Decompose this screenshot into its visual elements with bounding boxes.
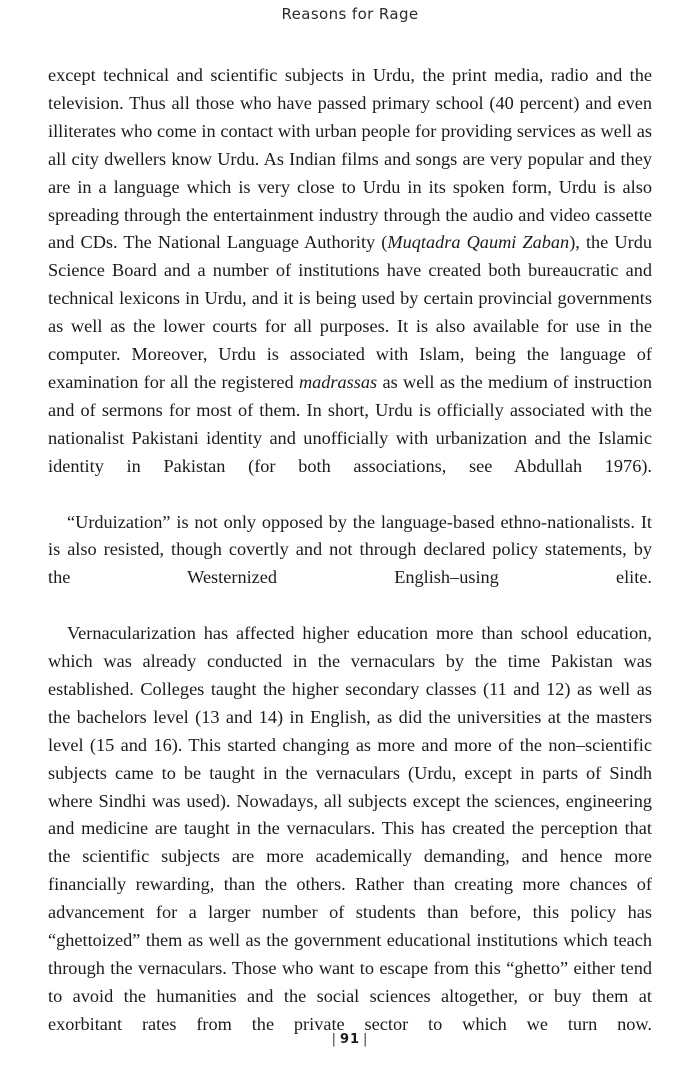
paragraph [48, 509, 652, 621]
paragraph [48, 620, 652, 1067]
page-folio [0, 1031, 700, 1049]
text-run: as well as the medium of instruction and of sermons for most of them. In short, Urdu is officially associated with the nationalist Pakistani identity and unofficially with urbanization and the Islamic identity in Pakistan (for both associations, see Abdullah 1976). [48, 371, 652, 476]
page-number: 91 [339, 1032, 361, 1047]
body-text-block [48, 62, 652, 1067]
text-run: except technical and scientific subjects in Urdu, the print media, radio and the television. Thus all those who have passed primary school (40 percent) and even illiterates who come in contact with urban people for providing services as well as all city dwellers know Urdu. As Indian films and songs are very popular and they are in a language which is very close to Urdu in its spoken form, Urdu is also spreading through the entertainment industry through the audio and video cassette and CDs. The National Language Authority ( [48, 65, 652, 253]
folio-left-rule: | [331, 1032, 337, 1047]
text-run: ), the Urdu Science Board and a number of institutions have created both bureaucratic and technical lexicons in Urdu, and it is being used by certain provincial governments as well as the lower courts for all purposes. It is also available for use in the computer. Moreover, Urdu is associated with Islam, being the language of examination for all the registered [48, 232, 652, 392]
italic-term: Muqtadra Qaumi Zaban [387, 232, 570, 253]
paragraph [48, 62, 652, 509]
text-run: “Urduization” is not only opposed by the language-based ethno-nationalists. It is also resisted, though covertly and not through declared policy statements, by the Westernized English–using elite. [48, 511, 652, 588]
running-head: Reasons for Rage [281, 5, 419, 23]
italic-term: madrassas [298, 371, 378, 392]
folio-right-rule: | [363, 1032, 369, 1047]
text-run: Vernacularization has affected higher education more than school education, which was already conducted in the vernaculars by the time Pakistan was established. Colleges taught the higher secondary classes (11 and 12) as well as the bachelors level (13 and 14) in English, as did the universities at the masters level (15 and 16). This started changing as more and more of the non–scientific subjects came to be taught in the vernaculars (Urdu, except in parts of Sindh where Sindhi was used). Nowadays, all subjects except the sciences, engineering and medicine are taught in the vernaculars. This has created the perception that the scientific subjects are more academically demanding, and hence more financially rewarding, than the others. Rather than creating more chances of advancement for a larger number of students than before, this policy has “ghettoized” them as well as the government educational institutions which teach through the vernaculars. Those who want to escape from this “ghetto” either tend to avoid the humanities and the social sciences altogether, or buy them at exorbitant rates from the private sector to which we turn now. [48, 623, 652, 1034]
